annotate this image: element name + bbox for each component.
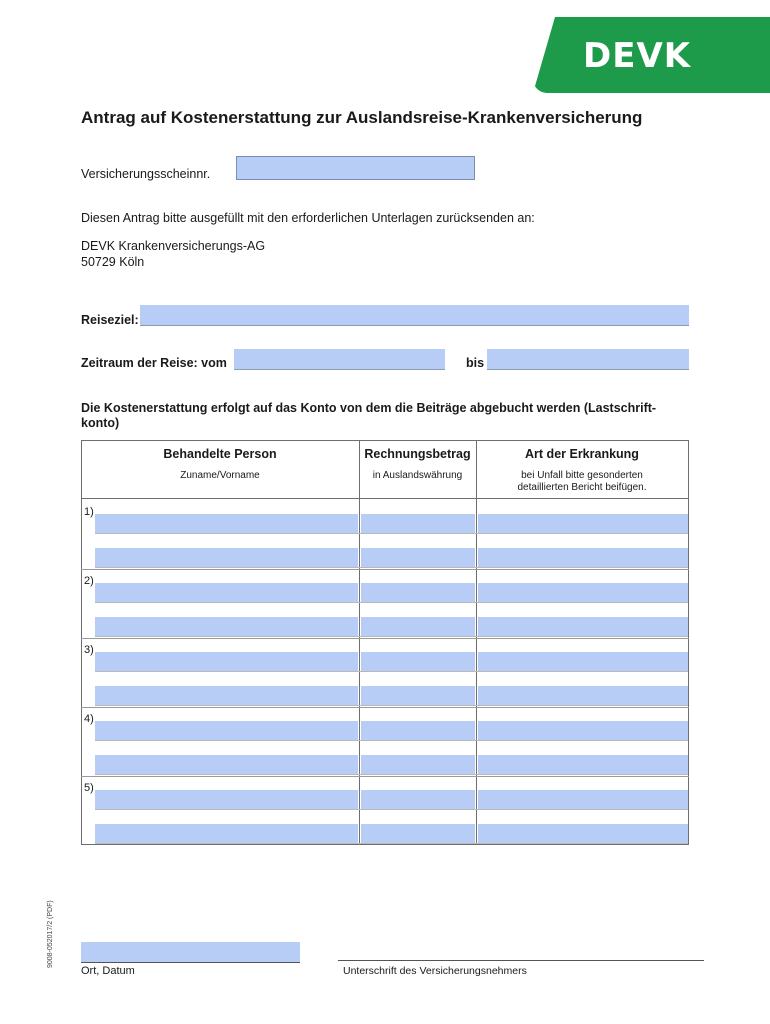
row-5-person-field-2[interactable]	[95, 824, 358, 843]
row-number-label: 4)	[84, 713, 94, 725]
place-date-line	[81, 962, 300, 963]
row-divider	[81, 569, 689, 570]
row-divider	[81, 776, 689, 777]
col-subheader-person: Zuname/Vorname	[180, 470, 260, 481]
table-left-border	[81, 440, 82, 845]
row-number-label: 3)	[84, 644, 94, 656]
destination-label: Reiseziel:	[81, 313, 139, 327]
signature-label: Unterschrift des Versicherungsnehmers	[343, 965, 527, 977]
signature-line[interactable]	[338, 960, 704, 961]
row-1-amount-field-2[interactable]	[361, 548, 475, 567]
table-right-border	[688, 440, 689, 845]
row-field-underline	[95, 809, 688, 810]
row-field-underline	[95, 774, 688, 775]
col-header-person: Behandelte Person	[163, 447, 277, 461]
row-number-label: 1)	[84, 506, 94, 518]
row-1-illness-field-2[interactable]	[478, 548, 688, 567]
col-header-illness: Art der Erkrankung	[525, 447, 639, 461]
row-5-illness-field-2[interactable]	[478, 824, 688, 843]
row-3-illness-field-1[interactable]	[478, 652, 688, 671]
row-1-person-field-2[interactable]	[95, 548, 358, 567]
form-title: Antrag auf Kostenerstattung zur Auslandsreise-Krankenversicherung	[81, 108, 643, 127]
place-date-field[interactable]	[81, 942, 300, 962]
table-bottom-border	[81, 844, 689, 845]
row-5-illness-field-1[interactable]	[478, 790, 688, 809]
address-line-2: 50729 Köln	[81, 255, 145, 269]
account-note-line-1: Die Kostenerstattung erfolgt auf das Konto von dem die Beiträge abgebucht werden (Lastschrift-	[81, 401, 657, 415]
row-2-illness-field-2[interactable]	[478, 617, 688, 636]
row-field-underline	[95, 602, 688, 603]
row-4-amount-field-2[interactable]	[361, 755, 475, 774]
row-field-underline	[95, 533, 688, 534]
row-number-label: 5)	[84, 782, 94, 794]
col-subheader-amount: in Auslandswährung	[372, 470, 463, 481]
place-date-label: Ort, Datum	[81, 965, 135, 977]
row-field-underline	[95, 636, 688, 637]
travel-to-field[interactable]	[487, 349, 689, 370]
address-line-1: DEVK Krankenversicherungs-AG	[81, 239, 266, 253]
row-3-amount-field-1[interactable]	[361, 652, 475, 671]
travel-from-field[interactable]	[234, 349, 445, 370]
form-code: 9008-052017/2 (PDF)	[47, 900, 54, 968]
row-2-person-field-2[interactable]	[95, 617, 358, 636]
travel-period-label: Zeitraum der Reise: vom	[81, 356, 227, 370]
instructions-text: Diesen Antrag bitte ausgefüllt mit den erforderlichen Unterlagen zurücksenden an:	[81, 211, 535, 225]
row-4-person-field-1[interactable]	[95, 721, 358, 740]
row-1-illness-field-1[interactable]	[478, 514, 688, 533]
row-3-person-field-1[interactable]	[95, 652, 358, 671]
col-subheader-illness-1: bei Unfall bitte gesonderten	[521, 470, 643, 481]
table-col-divider-2	[476, 440, 477, 845]
row-field-underline	[95, 705, 688, 706]
row-5-amount-field-1[interactable]	[361, 790, 475, 809]
table-header-divider	[81, 498, 689, 499]
row-2-person-field-1[interactable]	[95, 583, 358, 602]
row-divider	[81, 707, 689, 708]
row-3-amount-field-2[interactable]	[361, 686, 475, 705]
devk-logo-text: DEVK	[583, 36, 692, 76]
row-2-amount-field-1[interactable]	[361, 583, 475, 602]
row-number-label: 2)	[84, 575, 94, 587]
table-top-border	[81, 440, 689, 441]
row-5-person-field-1[interactable]	[95, 790, 358, 809]
row-2-illness-field-1[interactable]	[478, 583, 688, 602]
row-field-underline	[95, 567, 688, 568]
col-header-amount: Rechnungsbetrag	[364, 447, 471, 461]
table-col-divider-1	[359, 440, 360, 845]
col-subheader-illness-2: detaillierten Bericht beifügen.	[517, 482, 647, 493]
row-3-person-field-2[interactable]	[95, 686, 358, 705]
row-5-amount-field-2[interactable]	[361, 824, 475, 843]
row-field-underline	[95, 740, 688, 741]
row-4-illness-field-1[interactable]	[478, 721, 688, 740]
row-1-amount-field-1[interactable]	[361, 514, 475, 533]
row-divider	[81, 638, 689, 639]
row-4-illness-field-2[interactable]	[478, 755, 688, 774]
account-note-line-2: konto)	[81, 416, 120, 430]
policy-number-field[interactable]	[236, 156, 475, 180]
row-field-underline	[95, 843, 688, 844]
row-field-underline	[95, 671, 688, 672]
travel-to-label: bis	[466, 356, 485, 370]
policy-number-label: Versicherungsscheinnr.	[81, 167, 211, 181]
destination-field[interactable]	[140, 305, 689, 326]
row-1-person-field-1[interactable]	[95, 514, 358, 533]
row-4-amount-field-1[interactable]	[361, 721, 475, 740]
row-2-amount-field-2[interactable]	[361, 617, 475, 636]
row-3-illness-field-2[interactable]	[478, 686, 688, 705]
row-4-person-field-2[interactable]	[95, 755, 358, 774]
